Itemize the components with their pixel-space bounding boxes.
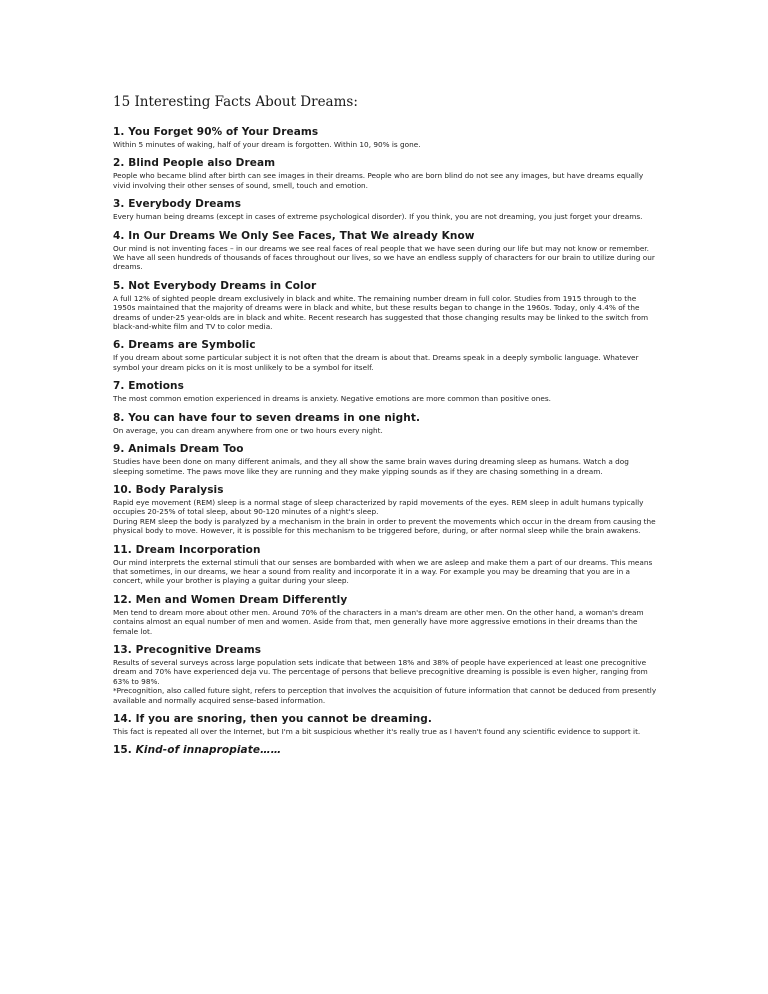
fact-heading-text: You Forget 90% of Your Dreams <box>128 126 319 138</box>
fact-paragraph: A full 12% of sighted people dream exclusively in black and white. The remaining number dream in full color. Studies from 1915 through to the 1950s maintained that the majority of dreams were in black and white, but these results began to change in the 1960s. Today, only 4.4% of the dreams of under-25 year-olds are in black and white. Recent research has suggested that those changing results may be linked to the switch from black-and-white film and TV to color media. <box>113 293 649 332</box>
fact-heading-text: You can have four to seven dreams in one night. <box>128 411 421 424</box>
fact-section-15 <box>113 744 658 757</box>
fact-heading-text: Animals Dream Too <box>128 443 244 456</box>
document-body <box>113 94 658 765</box>
fact-paragraph: The most common emotion experienced in dreams is anxiety. Negative emotions are more common than positive ones. <box>113 394 551 404</box>
fact-heading-text: Precognitive Dreams <box>135 643 262 656</box>
fact-heading <box>113 230 658 243</box>
fact-heading <box>113 126 658 139</box>
fact-paragraph: During REM sleep the body is paralyzed by a mechanism in the brain in order to prevent the movements which occur in the dream from causing the physical body to move. However, it is possible for this mechanism to be triggered before, during, or after normal sleep while the brain awakens. <box>113 516 656 536</box>
fact-section-8 <box>113 412 658 435</box>
fact-section-10 <box>113 484 658 536</box>
fact-number: 4. <box>113 229 125 242</box>
fact-paragraph: Results of several surveys across large population sets indicate that between 18% and 38% of people have experienced at least one precognitive dream and 70% have experienced deja vu. The percentage of persons that believe precognitive dreaming is possible is even higher, ranging from 63% to 98%. <box>113 657 648 686</box>
fact-number: 5. <box>113 279 125 292</box>
fact-section-7 <box>113 380 658 403</box>
fact-heading <box>113 157 658 170</box>
fact-section-4 <box>113 230 658 272</box>
fact-number: 10. <box>113 483 132 496</box>
fact-number: 1. <box>113 126 125 138</box>
fact-section-11 <box>113 544 658 586</box>
fact-number: 12. <box>113 593 132 606</box>
fact-number: 11. <box>113 543 132 556</box>
fact-heading <box>113 713 658 726</box>
fact-number: 8. <box>113 411 125 424</box>
fact-section-3 <box>113 198 658 221</box>
fact-paragraph: Our mind interprets the external stimuli that our senses are bombarded with when we are asleep and make them a part of our dreams. This means that sometimes, in our dreams, we hear a sound from reality and incorporate it in a way. For example you may be dreaming that you are in a concert, while your brother is playing a guitar during your sleep. <box>113 557 653 586</box>
fact-paragraph: Our mind is not inventing faces – in our dreams we see real faces of real people that we have seen during our life but may not know or remember. We have all seen hundreds of thousands of faces throughout our lives, so we have an endless supply of characters for our brain to utilize during our dreams. <box>113 243 655 272</box>
fact-heading-text: Men and Women Dream Differently <box>135 593 348 606</box>
fact-paragraph: This fact is repeated all over the Internet, but I'm a bit suspicious whether it's really true as I haven't found any scientific evidence to support it. <box>113 727 641 736</box>
fact-number: 3. <box>113 198 125 211</box>
fact-paragraph: If you dream about some particular subject it is not often that the dream is about that. Dreams speak in a deeply symbolic language. Whatever symbol your dream picks on it is most unlikely to be a symbol for itself. <box>113 353 639 372</box>
fact-heading-text: Dream Incorporation <box>135 543 261 556</box>
fact-section-6 <box>113 339 658 372</box>
fact-number: 15. <box>113 744 132 757</box>
fact-heading <box>113 594 658 607</box>
fact-heading-text: Body Paralysis <box>135 483 224 496</box>
fact-heading <box>113 198 658 211</box>
fact-heading-text: Kind-of innapropiate…… <box>135 744 282 757</box>
fact-heading-text: If you are snoring, then you cannot be dreaming. <box>135 713 432 725</box>
fact-heading-text: In Our Dreams We Only See Faces, That We already Know <box>128 229 475 242</box>
fact-heading <box>113 443 658 456</box>
fact-number: 7. <box>113 380 125 393</box>
fact-heading <box>113 280 658 293</box>
fact-heading <box>113 380 658 393</box>
fact-paragraph: On average, you can dream anywhere from one or two hours every night. <box>113 425 383 435</box>
fact-heading <box>113 484 658 497</box>
fact-section-9 <box>113 443 658 476</box>
fact-section-1 <box>113 126 658 149</box>
fact-section-14 <box>113 713 658 736</box>
fact-number: 6. <box>113 339 125 352</box>
fact-number: 14. <box>113 713 132 725</box>
fact-number: 9. <box>113 443 125 456</box>
fact-section-13 <box>113 644 658 705</box>
fact-paragraph: Men tend to dream more about other men. Around 70% of the characters in a man's dream are other men. On the other hand, a woman's dream contains almost an equal number of men and women. Aside from that, men generally have more aggressive emotions in their dreams than the female lot. <box>113 607 644 636</box>
fact-section-5 <box>113 280 658 332</box>
fact-section-2 <box>113 157 658 190</box>
fact-heading <box>113 339 658 352</box>
fact-heading-text: Blind People also Dream <box>128 157 276 170</box>
fact-section-12 <box>113 594 658 636</box>
fact-paragraph: Rapid eye movement (REM) sleep is a normal stage of sleep characterized by rapid movements of the eyes. REM sleep in adult humans typically occupies 20-25% of total sleep, about 90-120 minutes of a night's sleep. <box>113 497 644 517</box>
fact-heading <box>113 644 658 657</box>
fact-paragraph: Within 5 minutes of waking, half of your dream is forgotten. Within 10, 90% is gone. <box>113 140 421 149</box>
document-title: 15 Interesting Facts About Dreams: <box>113 94 358 110</box>
fact-paragraph: Studies have been done on many different animals, and they all show the same brain waves during dreaming sleep as humans. Watch a dog sleeping sometime. The paws move like they are running and they make yipping sounds as if they are chasing something in a dream. <box>113 457 629 476</box>
fact-heading <box>113 544 658 557</box>
facts-list <box>113 126 658 757</box>
fact-heading <box>113 412 658 425</box>
fact-heading-text: Everybody Dreams <box>128 198 242 211</box>
fact-heading-text: Emotions <box>128 380 184 393</box>
fact-heading <box>113 744 658 757</box>
fact-number: 2. <box>113 157 125 170</box>
fact-number: 13. <box>113 643 132 656</box>
fact-paragraph: Every human being dreams (except in cases of extreme psychological disorder). If you think, you are not dreaming, you just forget your dreams. <box>113 212 643 222</box>
fact-heading-text: Dreams are Symbolic <box>128 339 256 352</box>
fact-paragraph: *Precognition, also called future sight, refers to perception that involves the acquisition of future information that cannot be deduced from presently available and normally acquired sense-based information. <box>113 686 657 705</box>
fact-paragraph: People who became blind after birth can see images in their dreams. People who are born blind do not see any images, but have dreams equally vivid involving their other senses of sound, smell, touch and emotion. <box>113 171 644 190</box>
fact-heading-text: Not Everybody Dreams in Color <box>128 279 317 292</box>
